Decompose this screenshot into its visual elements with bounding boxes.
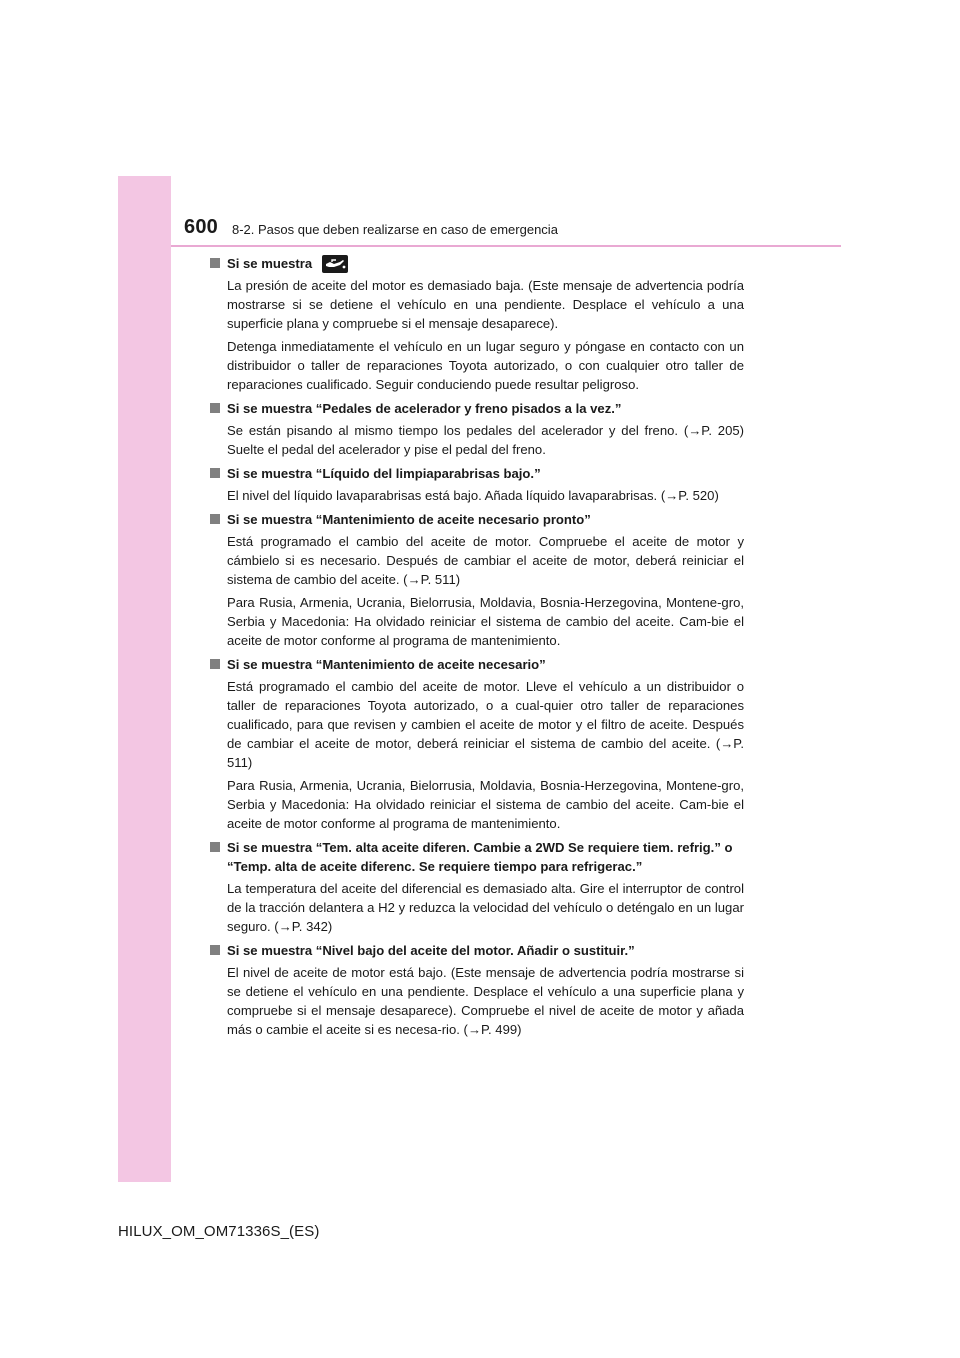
entry-heading <box>210 464 744 483</box>
entry-paragraph: Detenga inmediatamente el vehículo en un lugar seguro y póngase en contacto con un distribuidor o taller de reparaciones Toyota autorizado, o con cualquier otro taller de reparaciones cualificado. Seguir conduciendo puede resultar peligroso. <box>227 339 744 392</box>
entry-heading <box>210 399 744 418</box>
header-rule <box>171 245 841 247</box>
entry-paragraph: La temperatura del aceite del diferencial es demasiado alta. Gire el interruptor de control de la tracción delantera a H2 y reduzca la velocidad del vehículo o deténgalo en un lugar seguro. (→P. 342) <box>227 881 744 934</box>
entry-heading-text: Si se muestra “Nivel bajo del aceite del motor. Añadir o sustituir.” <box>227 943 635 958</box>
entry-low-oil-level <box>210 941 744 1039</box>
entry-heading-text: Si se muestra “Mantenimiento de aceite necesario” <box>227 657 546 672</box>
entry-heading <box>210 941 744 960</box>
side-color-band <box>118 176 171 1182</box>
entry-heading-text: Si se muestra “Mantenimiento de aceite necesario pronto” <box>227 512 591 527</box>
entry-differential-temp <box>210 838 744 936</box>
entry-heading-text: Si se muestra <box>227 256 313 271</box>
entry-paragraph: Para Rusia, Armenia, Ucrania, Bielorrusia, Moldavia, Bosnia-Herzegovina, Montene-gro, Serbia y Macedonia: Ha olvidado reiniciar el sistema de cambio del aceite. Cam-bie el aceite de motor conforme al programa de mantenimiento. <box>227 595 744 648</box>
entry-paragraph: El nivel del líquido lavaparabrisas está bajo. Añada líquido lavaparabrisas. (→P. 520) <box>227 488 719 503</box>
entry-heading <box>210 838 744 876</box>
entry-oil-maintenance-soon <box>210 510 744 650</box>
square-bullet-icon <box>210 258 220 268</box>
entry-paragraph: El nivel de aceite de motor está bajo. (Este mensaje de advertencia podría mostrarse si se detiene el vehículo en una pendiente. Desplace el vehículo a una superficie plana y compruebe si el mensaje desaparece). Compruebe el nivel de aceite de motor y añada más o cambie el aceite si es necesa-rio. (→P. 499) <box>227 965 744 1037</box>
entry-paragraph: Para Rusia, Armenia, Ucrania, Bielorrusia, Moldavia, Bosnia-Herzegovina, Montene-gro, Serbia y Macedonia: Ha olvidado reiniciar el sistema de cambio del aceite. Cam-bie el aceite de motor conforme al programa de mantenimiento. <box>227 778 744 831</box>
entry-oil-pressure <box>210 254 744 394</box>
entry-heading <box>210 254 744 273</box>
square-bullet-icon <box>210 468 220 478</box>
content-body <box>210 254 744 1044</box>
page-number: 600 <box>184 216 218 238</box>
entry-heading <box>210 655 744 674</box>
square-bullet-icon <box>210 659 220 669</box>
entry-paragraph: Está programado el cambio del aceite de motor. Compruebe el aceite de motor y cámbielo si es necesario. Después de cambiar el aceite de motor, deberá reiniciar el sistema de cambio del aceite. (→P. 511) <box>227 534 744 587</box>
square-bullet-icon <box>210 403 220 413</box>
entry-heading-text: Si se muestra “Líquido del limpiaparabrisas bajo.” <box>227 466 541 481</box>
section-title: 8-2. Pasos que deben realizarse en caso de emergencia <box>232 222 558 237</box>
footer-code: HILUX_OM_OM71336S_(ES) <box>118 1223 320 1240</box>
entry-washer-fluid <box>210 464 744 505</box>
oil-pressure-warning-icon <box>322 255 348 273</box>
square-bullet-icon <box>210 514 220 524</box>
entry-pedals <box>210 399 744 459</box>
square-bullet-icon <box>210 945 220 955</box>
square-bullet-icon <box>210 842 220 852</box>
entry-heading-text: Si se muestra “Pedales de acelerador y freno pisados a la vez.” <box>227 401 622 416</box>
entry-paragraph: Se están pisando al mismo tiempo los pedales del acelerador y del freno. (→P. 205) Suelte el pedal del acelerador y pise el pedal del freno. <box>227 423 744 457</box>
entry-paragraph: La presión de aceite del motor es demasiado baja. (Este mensaje de advertencia podría mostrarse si se detiene el vehículo en una pendiente. Desplace el vehículo a una superficie plana y compruebe si el mensaje desaparece). <box>227 278 744 331</box>
entry-paragraph: Está programado el cambio del aceite de motor. Lleve el vehículo a un distribuidor o taller de reparaciones Toyota autorizado, o a cual-quier otro taller de reparaciones cualificado, para que revisen y cambien el aceite de motor y el filtro de aceite. Después de cambiar el aceite de motor, deberá reiniciar el sistema de cambio del aceite. (→P. 511) <box>227 679 744 770</box>
entry-oil-maintenance-required <box>210 655 744 833</box>
entry-heading <box>210 510 744 529</box>
entry-heading-text: Si se muestra “Tem. alta aceite diferen. Cambie a 2WD Se requiere tiem. refrig.” o “Temp. alta de aceite diferenc. Se requiere tiempo para refrigerac.” <box>227 840 733 874</box>
